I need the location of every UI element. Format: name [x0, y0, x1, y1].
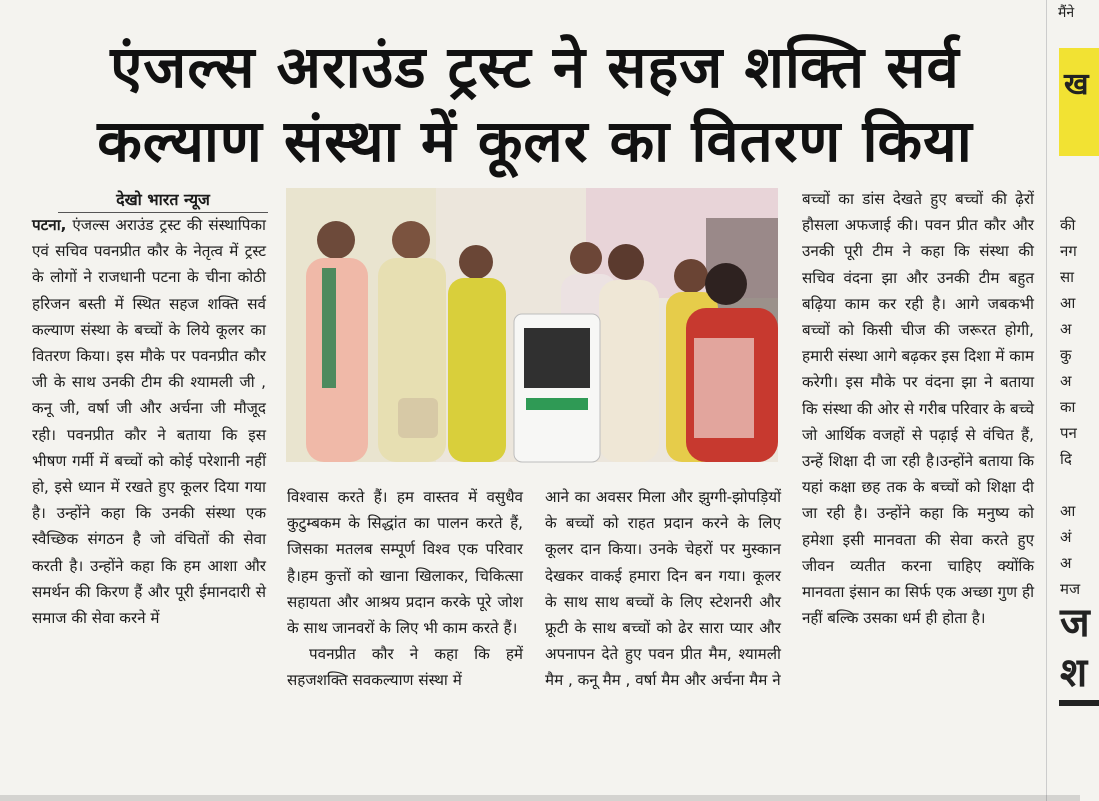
edge-line-fragment: दि [1060, 450, 1072, 468]
group-photo-illustration [286, 188, 778, 462]
page-bottom-rule [0, 795, 1080, 801]
headline-line-1: एंजल्स अराउंड ट्रस्ट ने सहज शक्ति सर्व [110, 33, 960, 101]
edge-yellow-letter: ख [1064, 67, 1089, 102]
edge-line-fragment: आ [1060, 502, 1076, 520]
article-column-3 [545, 484, 781, 694]
edge-line-fragment: सा [1060, 268, 1075, 286]
article-column-4 [802, 186, 1034, 631]
dark-divider [1059, 700, 1099, 706]
edge-line-fragment: की [1060, 216, 1076, 234]
news-photo [286, 188, 778, 462]
edge-line-fragment: अ [1060, 320, 1072, 338]
edge-top-word: मैंने [1058, 5, 1075, 21]
edge-line-fragment: अ [1060, 554, 1072, 572]
edge-big-letter-2: श [1060, 650, 1088, 696]
edge-line-fragment: आ [1060, 294, 1076, 312]
column-3-text: आने का अवसर मिला और झुग्गी-झोपड़ियों के बच्चों को राहत प्रदान करने के लिए कूलर दान किया। उनके चेहरों पर मुस्कान देखकर वाकई हमारा दिन बन गया। कूलर के साथ साथ बच्चों के लिए स्टेशनरी और फ्रूटी के साथ बच्चों को ढेर सारा प्यार और अपनापन देते हुए पवन प्रीत मैम, श्यामली मैम , कनू मैम , वर्षा मैम और अर्चना मैम ने [545, 488, 781, 690]
edge-line-fragment: मज [1060, 580, 1081, 598]
article-column-1 [32, 212, 266, 631]
edge-line-fragment: पन [1060, 424, 1077, 442]
dateline: पटना, [32, 216, 67, 234]
edge-line-fragment: अ [1060, 372, 1072, 390]
column-2-para-2: पवनप्रीत कौर ने कहा कि हमें सहजशक्ति सवकल्याण संस्था में [287, 645, 523, 690]
edge-line-fragment: अं [1060, 528, 1072, 546]
column-1-text: एंजल्स अराउंड ट्रस्ट की संस्थापिका एवं सचिव पवनप्रीत कौर के नेतृत्व में ट्रस्ट के लोगों ने राजधानी पटना के चीना कोठी हरिजन बस्ती में स्थित सहज शक्ति सर्व कल्याण संस्था के बच्चों के लिये कूलर का वितरण किया। इस मौके पर पवनप्रीत कौर जी के साथ उनकी टीम की श्यामली जी , कनू जी, वर्षा जी और अर्चना जी मौजूद रही। पवनप्रीत कौर ने बताया कि इस भीषण गर्मी में बच्चों को कोई परेशानी नहीं हो, इसे ध्यान में रखते हुए कूलर दिया गया है। उन्होंने कहा कि उनकी संस्था एक स्वैच्छिक संगठन है जो वंचितों की सेवा करती है। उन्होंने कहा कि हम आशा और समर्थन की किरण हैं और पूरी ईमानदारी से समाज की सेवा करने में [32, 216, 266, 628]
edge-line-fragment: का [1060, 398, 1076, 416]
yellow-banner [1059, 48, 1099, 156]
column-2-para-1: विश्वास करते हैं। हम वास्तव में वसुधैव कुटुम्बकम के सिद्धांत का पालन करते हैं, जिसका मतलब सम्पूर्ण विश्व एक परिवार है।हम कुत्तों को खाना खिलाकर, चिकित्सा सहायता और आश्रय प्रदान करके पूरे जोश के साथ जानवरों के लिए भी काम करते हैं। [287, 488, 523, 638]
byline: देखो भारत न्यूज [58, 188, 268, 213]
column-4-text: बच्चों का डांस देखते हुए बच्चों की ढ़ेरों हौसला अफजाई की। पवन प्रीत कौर और उनकी पूरी टीम ने कहा कि संस्था की सचिव वंदना झा और उनकी टीम बहुत बढ़िया काम कर रही है। आगे जबकभी बच्चों को किसी चीज की जरूरत होगी, हमारी संस्था आगे बढ़कर इस दिशा में काम करेगी। इस मौके पर वंदना झा ने बताया कि संस्था की ओर से गरीब परिवार के बच्चे जो आर्थिक वजहों से पढ़ाई से वंचित हैं, उन्हें शिक्षा दी जा रही है।उन्होंने बताया कि यहां कक्षा छह तक के बच्चों को शिक्षा दी जा रही है। उन्होंने कहा कि मनुष्य को हमेशा इसी मानवता की सेवा करते हुए जीवन व्यतीत करना चाहिए क्योंकि मानवता इंसान का सिर्फ एक अच्छा गुण ही नहीं बल्कि उसका धर्म ही होता है। [802, 190, 1034, 628]
edge-line-fragment: कु [1060, 346, 1072, 364]
edge-big-letter-1: ज [1060, 600, 1090, 646]
headline-line-2: कल्याण संस्था में कूलर का वितरण किया [97, 107, 973, 175]
edge-line-fragment: नग [1060, 242, 1077, 260]
article-column-2 [287, 484, 523, 694]
